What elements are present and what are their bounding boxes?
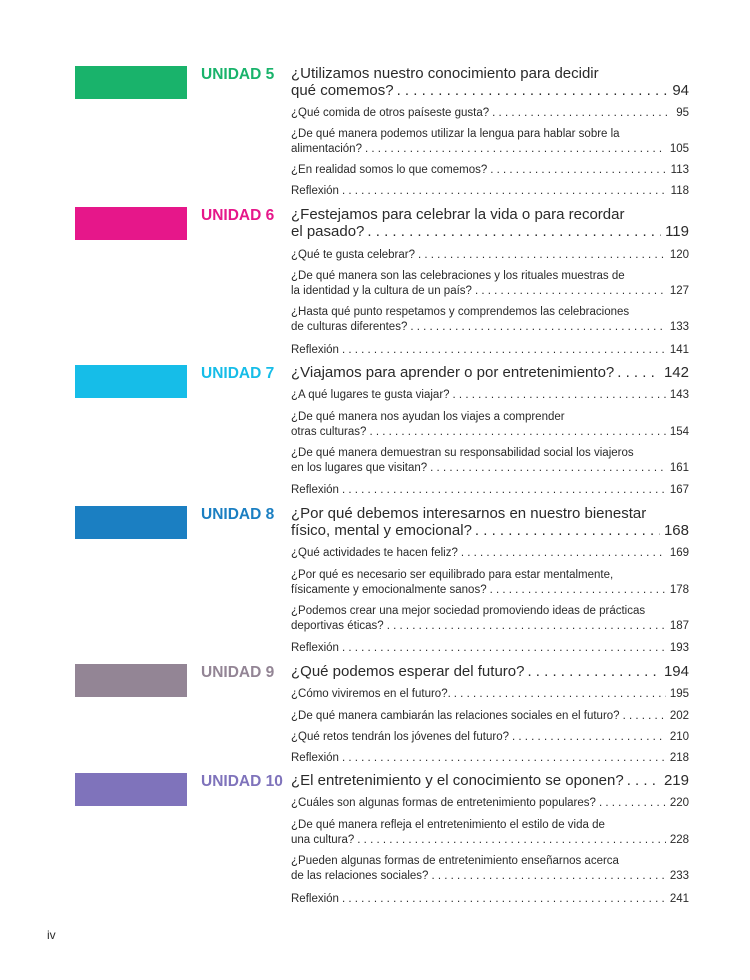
toc-entry-text: ¿Qué comida de otros paíseste gusta? (291, 107, 490, 119)
unit-title-text: ¿El entretenimiento y el conocimiento se oponen? (291, 772, 624, 789)
toc-entry[interactable] (291, 343, 689, 358)
dot-leader (599, 796, 666, 811)
dot-leader (490, 163, 666, 178)
toc-entry[interactable] (291, 163, 689, 178)
toc-entry-text: ¿De qué manera demuestran su responsabilidad social los viajeros (291, 447, 634, 459)
toc-entry-row (291, 709, 689, 724)
toc-entry[interactable] (291, 483, 689, 498)
dot-leader (410, 320, 665, 335)
toc-entry-text: ¿Hasta qué punto respetamos y comprendemos las celebraciones (291, 306, 630, 318)
unit-color-swatch (75, 506, 187, 539)
page-number: 178 (669, 584, 689, 596)
unit-label: UNIDAD 7 (201, 365, 275, 382)
toc-entry-row (291, 320, 689, 335)
page-number: 119 (665, 223, 689, 240)
toc-entry-text: deportivas éticas? (291, 620, 384, 632)
toc-entry-text: Reflexión (291, 344, 339, 356)
toc-entry-row (291, 833, 689, 848)
dot-leader (627, 772, 660, 789)
unit-color-swatch (75, 365, 187, 398)
toc-entry-block (291, 446, 689, 476)
toc-entry-block (291, 751, 689, 766)
toc-entry-text: ¿De qué manera nos ayudan los viajes a comprender (291, 411, 565, 423)
toc-entry-row (291, 343, 689, 358)
toc-entry[interactable] (291, 388, 689, 403)
unit-title-row (291, 522, 689, 539)
toc-entry-text: ¿A qué lugares te gusta viajar? (291, 389, 450, 401)
toc-entry[interactable] (291, 568, 689, 598)
page-number: 233 (669, 870, 689, 882)
unit-color-swatch (75, 66, 187, 99)
page-number: 143 (669, 389, 689, 401)
page-number: 94 (672, 82, 689, 99)
unit-title-block (291, 206, 689, 240)
unit-title-block (291, 505, 689, 539)
dot-leader (357, 833, 666, 848)
toc-entry-row (291, 619, 689, 634)
toc-entry-row (291, 388, 689, 403)
unit-label: UNIDAD 5 (201, 66, 275, 83)
page-number: 120 (669, 249, 689, 261)
dot-leader (490, 583, 666, 598)
toc-entry-text: ¿De qué manera refleja el entretenimiento el estilo de vida de (291, 819, 605, 831)
toc-entry[interactable] (291, 446, 689, 476)
toc-entry-row (291, 546, 689, 561)
toc-entry-text: Reflexión (291, 893, 339, 905)
dot-leader (342, 184, 667, 199)
dot-leader (430, 461, 666, 476)
toc-entry-row (291, 284, 689, 299)
page-number: 167 (669, 484, 689, 496)
toc-entry-block (291, 818, 689, 848)
page-number: 187 (669, 620, 689, 632)
toc-entry-block (291, 483, 689, 498)
page-number: 241 (669, 893, 689, 905)
page-number: 194 (663, 663, 689, 680)
dot-leader (342, 641, 666, 656)
dot-leader (623, 709, 666, 724)
toc-entry-block (291, 388, 689, 403)
dot-leader (617, 364, 660, 381)
toc-entry-row (291, 106, 689, 121)
toc-entry-row (291, 142, 689, 157)
page-number: 202 (669, 710, 689, 722)
page-number: 154 (669, 426, 689, 438)
toc-entry-row (291, 425, 689, 440)
toc-entry[interactable] (291, 709, 689, 724)
toc-entry-block (291, 854, 689, 884)
toc-entry-block (291, 343, 689, 358)
toc-entry-text: de culturas diferentes? (291, 321, 408, 333)
toc-entry-block (291, 106, 689, 121)
page-number: 218 (669, 752, 689, 764)
toc-entry[interactable] (291, 730, 689, 745)
toc-entry-block (291, 127, 689, 157)
toc-entry-block (291, 269, 689, 299)
toc-entry-block (291, 546, 689, 561)
toc-entry-block (291, 305, 689, 335)
toc-entry-text: alimentación? (291, 143, 362, 155)
toc-entry[interactable] (291, 751, 689, 766)
page-number: 220 (669, 797, 689, 809)
dot-leader (342, 751, 666, 766)
dot-leader (397, 82, 669, 99)
toc-entry-row (291, 892, 689, 907)
toc-entry[interactable] (291, 305, 689, 335)
dot-leader (418, 248, 666, 263)
dot-leader (475, 522, 660, 539)
toc-entry[interactable] (291, 641, 689, 656)
toc-entry-text: físicamente y emocionalmente sanos? (291, 584, 487, 596)
page-number: 195 (669, 688, 689, 700)
page-number: 210 (669, 731, 689, 743)
toc-entry-text: Reflexión (291, 642, 339, 654)
toc-entry[interactable] (291, 184, 689, 199)
toc-entry-text: ¿Qué te gusta celebrar? (291, 249, 416, 261)
page-number: 228 (669, 834, 689, 846)
toc-entry-block (291, 730, 689, 745)
unit-color-swatch (75, 207, 187, 240)
toc-entry-text: ¿De qué manera cambiarán las relaciones sociales en el futuro? (291, 710, 620, 722)
toc-entry-text: ¿Qué retos tendrán los jóvenes del futuro? (291, 731, 509, 743)
unit-title[interactable] (291, 772, 689, 789)
dot-leader (369, 425, 665, 440)
unit-title-row (291, 364, 689, 381)
toc-entry-block (291, 604, 689, 634)
unit-label: UNIDAD 10 (201, 773, 283, 790)
page-number: 142 (663, 364, 689, 381)
toc-entry-block (291, 796, 689, 811)
toc-entry[interactable] (291, 248, 689, 263)
toc-entry-text: Reflexión (291, 185, 339, 197)
toc-entry[interactable] (291, 796, 689, 811)
dot-leader (342, 892, 666, 907)
toc-entry-row (291, 641, 689, 656)
unit-title-block (291, 65, 689, 99)
toc-entry-text: ¿Podemos crear una mejor sociedad promoviendo ideas de prácticas (291, 605, 646, 617)
toc-entry-block (291, 641, 689, 656)
toc-entry-text: Reflexión (291, 752, 339, 764)
toc-entry-row (291, 184, 689, 199)
unit-title-text: ¿Por qué debemos interesarnos en nuestro bienestar (291, 505, 647, 522)
unit-title[interactable] (291, 206, 689, 240)
page-number: iv (47, 928, 56, 942)
unit-title-text: ¿Viajamos para aprender o por entretenimiento? (291, 364, 615, 381)
dot-leader (475, 284, 666, 299)
page-number: 105 (669, 143, 689, 155)
unit-title-text: ¿Utilizamos nuestro conocimiento para decidir (291, 65, 599, 82)
toc-entry-block (291, 248, 689, 263)
unit-title-row (291, 663, 689, 680)
toc-entry[interactable] (291, 269, 689, 299)
toc-entry-row (291, 869, 689, 884)
toc-entry-block (291, 184, 689, 199)
unit-title-text: físico, mental y emocional? (291, 522, 472, 539)
toc-entry-text: ¿En realidad somos lo que comemos? (291, 164, 488, 176)
toc-entry-text: ¿Qué actividades te hacen feliz? (291, 547, 458, 559)
toc-entry-text: ¿De qué manera podemos utilizar la lengua para hablar sobre la (291, 128, 620, 140)
dot-leader (454, 687, 666, 702)
unit-title-row (291, 223, 689, 240)
unit-title-block (291, 663, 689, 680)
toc-entry-text: la identidad y la cultura de un país? (291, 285, 472, 297)
page-number: 168 (663, 522, 689, 539)
unit-title-text: ¿Qué podemos esperar del futuro? (291, 663, 525, 680)
toc-entry[interactable] (291, 410, 689, 440)
page-number: 141 (669, 344, 689, 356)
toc-entry-block (291, 709, 689, 724)
toc-entry-row (291, 730, 689, 745)
toc-entry[interactable] (291, 892, 689, 907)
toc-entry-block (291, 163, 689, 178)
toc-entry-text: en los lugares que visitan? (291, 462, 428, 474)
unit-title-text: el pasado? (291, 223, 365, 240)
toc-entry-text: ¿Por qué es necesario ser equilibrado para estar mentalmente, (291, 569, 614, 581)
unit-title[interactable] (291, 65, 689, 99)
unit-label: UNIDAD 6 (201, 207, 275, 224)
toc-entry-text: ¿De qué manera son las celebraciones y los rituales muestras de (291, 270, 625, 282)
toc-entry-row (291, 163, 689, 178)
unit-title-block (291, 364, 689, 381)
dot-leader (453, 388, 666, 403)
toc-entry-row (291, 461, 689, 476)
toc-entry[interactable] (291, 854, 689, 884)
toc-entry-text: otras culturas? (291, 426, 367, 438)
unit-label: UNIDAD 9 (201, 664, 275, 681)
dot-leader (387, 619, 666, 634)
page-number: 219 (663, 772, 689, 789)
unit-color-swatch (75, 664, 187, 697)
unit-title[interactable] (291, 505, 689, 539)
unit-title-text: qué comemos? (291, 82, 394, 99)
toc-entry[interactable] (291, 546, 689, 561)
unit-title[interactable] (291, 663, 689, 680)
dot-leader (367, 223, 661, 240)
unit-color-swatch (75, 773, 187, 806)
unit-title-block (291, 772, 689, 789)
dot-leader (365, 142, 666, 157)
page-number: 169 (669, 547, 689, 559)
unit-title-row (291, 772, 689, 789)
toc-entry-block (291, 892, 689, 907)
toc-entry[interactable] (291, 106, 689, 121)
unit-title[interactable] (291, 364, 689, 381)
page-number: 113 (670, 164, 689, 176)
page-number: 95 (676, 107, 689, 119)
unit-title-row (291, 82, 689, 99)
toc-entry[interactable] (291, 687, 689, 702)
toc-entry-block (291, 410, 689, 440)
toc-entry-row (291, 687, 689, 702)
toc-entry-row (291, 751, 689, 766)
toc-entry-row (291, 483, 689, 498)
toc-entry-row (291, 248, 689, 263)
dot-leader (527, 663, 660, 680)
toc-entry-text: Reflexión (291, 484, 339, 496)
toc-entry[interactable] (291, 127, 689, 157)
dot-leader (342, 343, 666, 358)
toc-entry-text: ¿Cuáles son algunas formas de entretenimiento populares? (291, 797, 596, 809)
toc-entry-row (291, 796, 689, 811)
toc-entry-block (291, 687, 689, 702)
dot-leader (431, 869, 665, 884)
toc-entry-text: ¿Cómo viviremos en el futuro?. (291, 688, 451, 700)
toc-entry[interactable] (291, 818, 689, 848)
toc-entry-text: una cultura? (291, 834, 355, 846)
page-number: 127 (669, 285, 689, 297)
page-number: 193 (669, 642, 689, 654)
unit-title-text: ¿Festejamos para celebrar la vida o para recordar (291, 206, 625, 223)
page-number: 161 (669, 462, 689, 474)
toc-entry-block (291, 568, 689, 598)
unit-label: UNIDAD 8 (201, 506, 275, 523)
toc-entry-text: de las relaciones sociales? (291, 870, 429, 882)
dot-leader (492, 106, 672, 121)
toc-entry-row (291, 583, 689, 598)
toc-entry-text: ¿Pueden algunas formas de entretenimiento enseñarnos acerca (291, 855, 619, 867)
dot-leader (512, 730, 666, 745)
page-number: 118 (670, 185, 689, 197)
dot-leader (342, 483, 666, 498)
toc-entry[interactable] (291, 604, 689, 634)
page-number: 133 (669, 321, 689, 333)
dot-leader (461, 546, 666, 561)
